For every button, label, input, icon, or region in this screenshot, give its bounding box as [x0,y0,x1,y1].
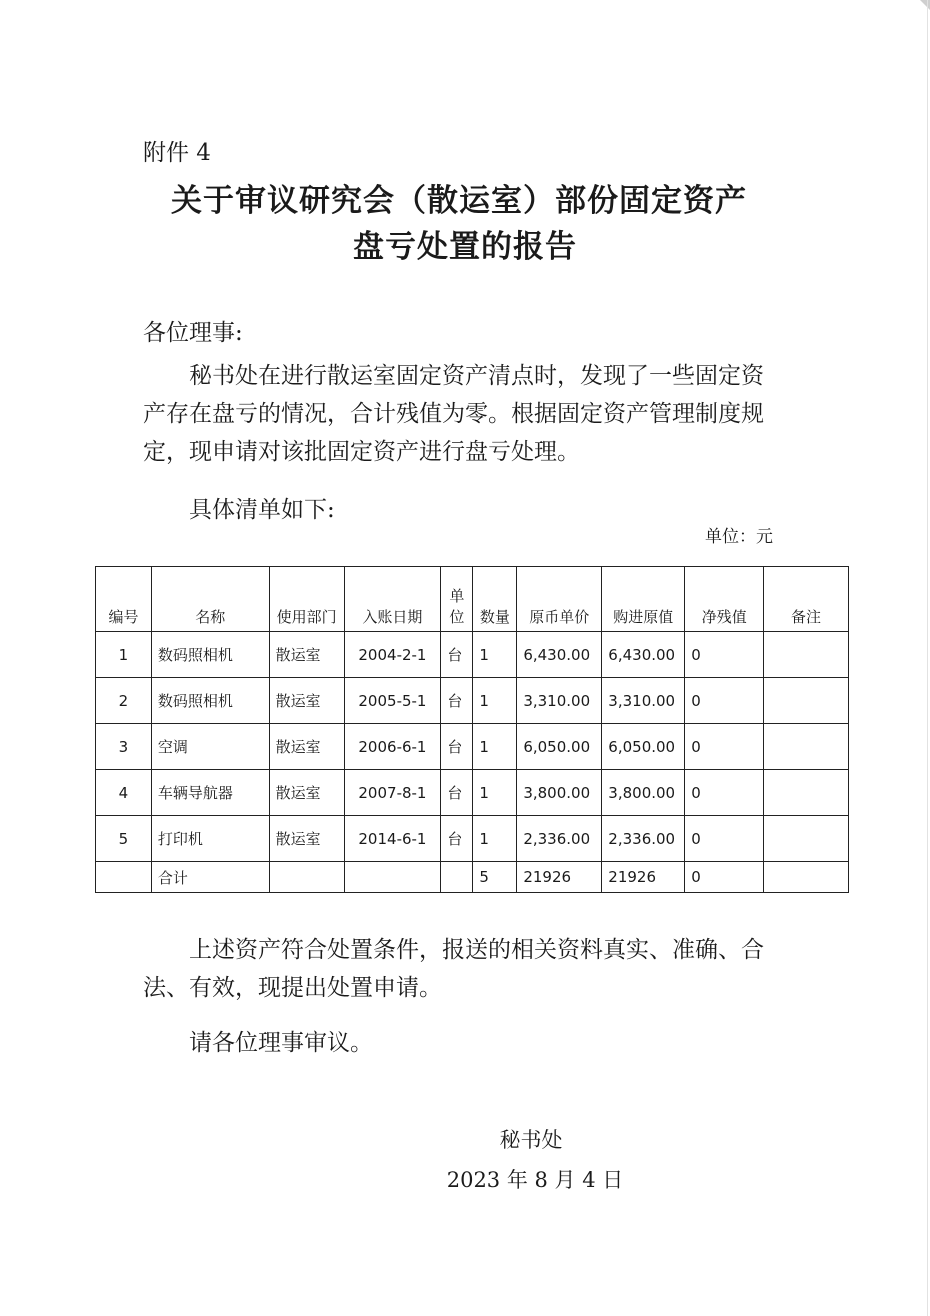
table-cell: 21926 [517,862,602,893]
table-cell: 6,430.00 [517,632,602,678]
table-cell: 1 [473,816,517,862]
header-cell: 编号 [96,567,152,632]
table-cell [764,770,849,816]
paragraph-1: 秘书处在进行散运室固定资产清点时，发现了一些固定资产存在盘亏的情况，合计残值为零。根据固定资产管理制度规定，现申请对该批固定资产进行盘亏处理。 [143,363,764,465]
table-cell [764,816,849,862]
unit-label: 单位：元 [705,527,773,547]
table-cell: 3,800.00 [602,770,685,816]
table-cell: 数码照相机 [151,678,269,724]
table-cell: 3,800.00 [517,770,602,816]
table-cell: 1 [473,770,517,816]
table-cell: 3 [96,724,152,770]
table-cell: 2005-5-1 [344,678,441,724]
table-cell: 台 [441,724,473,770]
table-cell: 2006-6-1 [344,724,441,770]
table-row [96,816,849,862]
table-cell: 0 [685,816,764,862]
table-cell [269,862,344,893]
table-cell: 2,336.00 [517,816,602,862]
header-cell: 净残值 [685,567,764,632]
table-cell: 空调 [151,724,269,770]
table-cell: 2014-6-1 [344,816,441,862]
table-cell: 台 [441,770,473,816]
table-cell: 3,310.00 [517,678,602,724]
title-line-2: 盘亏处置的报告 [353,229,577,265]
table-cell: 6,430.00 [602,632,685,678]
asset-table [95,566,849,893]
table-cell: 打印机 [151,816,269,862]
header-cell: 使用部门 [269,567,344,632]
table-row [96,724,849,770]
table-total-row [96,862,849,893]
table-cell: 0 [685,770,764,816]
table-cell [96,862,152,893]
page-corner-fold [920,0,930,10]
table-row [96,678,849,724]
table-cell [441,862,473,893]
table-row [96,632,849,678]
table-cell: 1 [473,678,517,724]
table-cell: 散运室 [269,724,344,770]
table-cell: 2,336.00 [602,816,685,862]
table-cell: 散运室 [269,632,344,678]
table-cell: 台 [441,632,473,678]
table-header-row [96,567,849,632]
table-cell: 3,310.00 [602,678,685,724]
page-edge-line [927,0,928,1316]
table-cell [764,862,849,893]
table-row [96,770,849,816]
table-cell: 散运室 [269,770,344,816]
table-cell: 台 [441,678,473,724]
table-cell: 台 [441,816,473,862]
header-cell: 入账日期 [344,567,441,632]
table-cell [764,724,849,770]
header-cell: 备注 [764,567,849,632]
table-cell: 5 [96,816,152,862]
title-line-1: 关于审议研究会（散运室）部份固定资产 [171,183,747,219]
table-cell: 1 [473,724,517,770]
table-cell: 散运室 [269,678,344,724]
table-cell: 合计 [151,862,269,893]
table-cell [764,678,849,724]
table-cell: 2007-8-1 [344,770,441,816]
header-cell: 单位 [441,567,473,632]
signature-date: 2023 年 8 月 4 日 [446,1168,624,1192]
table-cell: 6,050.00 [602,724,685,770]
table-cell: 2 [96,678,152,724]
table-cell: 0 [685,632,764,678]
paragraph-3: 请各位理事审议。 [189,1030,373,1056]
table-cell: 1 [473,632,517,678]
header-cell: 名称 [151,567,269,632]
table-cell: 0 [685,724,764,770]
table-cell [764,632,849,678]
salutation: 各位理事: [143,320,243,346]
table-cell: 0 [685,678,764,724]
table-cell: 散运室 [269,816,344,862]
table-cell: 0 [685,862,764,893]
table-cell: 4 [96,770,152,816]
header-cell: 原币单价 [517,567,602,632]
table-cell: 数码照相机 [151,632,269,678]
attachment-label: 附件 4 [143,140,211,166]
header-cell: 数量 [473,567,517,632]
table-cell: 2004-2-1 [344,632,441,678]
table-cell: 车辆导航器 [151,770,269,816]
table-cell: 1 [96,632,152,678]
list-intro: 具体清单如下: [189,497,335,523]
paragraph-2: 上述资产符合处置条件，报送的相关资料真实、准确、合法、有效，现提出处置申请。 [143,937,764,1001]
table-cell [344,862,441,893]
table-cell: 6,050.00 [517,724,602,770]
header-cell: 购进原值 [602,567,685,632]
table-cell: 5 [473,862,517,893]
table-cell: 21926 [602,862,685,893]
signature-org: 秘书处 [499,1128,563,1152]
